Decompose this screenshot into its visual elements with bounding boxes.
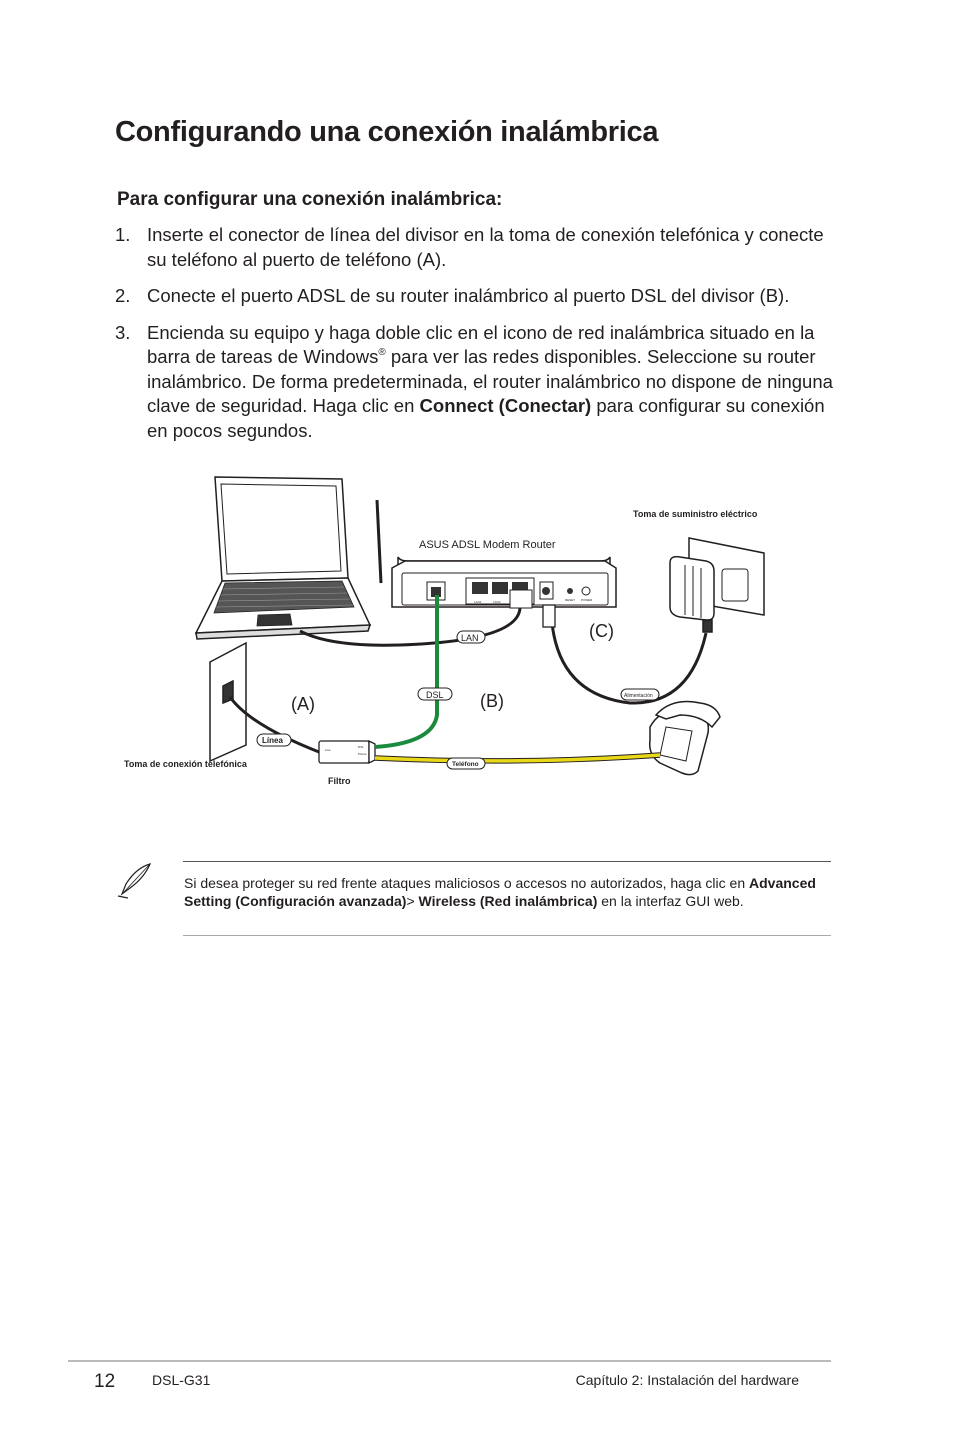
step-text: para ver las redes disponibles. Seleccione su router inalámbrico. De forma predeterminada, el router inalámbrico no dispone de ninguna clave de seguridad. Haga clic en bbox=[147, 346, 833, 416]
step-number: 3. bbox=[115, 321, 131, 343]
step-1 bbox=[115, 223, 835, 272]
step-2 bbox=[115, 284, 835, 309]
note-divider-bottom bbox=[183, 935, 831, 936]
wireless-label: Wireless (Red inalámbrica) bbox=[418, 893, 598, 909]
dsl-cable bbox=[375, 595, 437, 747]
line-tag: Línea bbox=[262, 736, 283, 745]
lan-tag: LAN bbox=[461, 633, 479, 643]
filter-port-dsl: DSL bbox=[358, 745, 364, 749]
note-text-part: en la interfaz GUI web. bbox=[597, 893, 744, 909]
note-divider-top bbox=[183, 861, 831, 862]
phone-tag: Teléfono bbox=[452, 761, 479, 768]
power-tag: Alimentación bbox=[624, 693, 653, 699]
step-text: Inserte el conector de línea del divisor en la toma de conexión telefónica y conecte su teléfono al puerto de teléfono (A). bbox=[147, 224, 824, 270]
note-separator: > bbox=[406, 893, 419, 909]
router-port-reset: RESET bbox=[565, 598, 576, 602]
step-text: Encienda su equipo y haga doble clic en el icono de red inalámbrica situado en la barra de tareas de Windows bbox=[147, 321, 815, 367]
advanced-setting-label: Advanced Setting (Configuración avanzada) bbox=[184, 875, 816, 909]
step-number: 2. bbox=[115, 285, 131, 306]
note-text bbox=[184, 874, 832, 910]
step-number: 1. bbox=[115, 224, 131, 245]
router-port-lan1: LAN1 bbox=[474, 600, 482, 604]
filter-port-line: Line bbox=[325, 748, 331, 752]
section-subheading: Para configurar una conexión inalámbrica: bbox=[117, 189, 503, 210]
filter-port-phone: Phone bbox=[358, 752, 367, 756]
power-outlet-illustration bbox=[670, 538, 764, 632]
phone-jack-label: Toma de conexión telefónica bbox=[124, 759, 247, 769]
telephone-illustration bbox=[650, 702, 720, 775]
step-text: para configurar su conexión en pocos segundos. bbox=[147, 395, 825, 441]
laptop-illustration bbox=[196, 477, 370, 639]
dsl-tag: DSL bbox=[426, 690, 444, 700]
power-outlet-label: Toma de suministro eléctrico bbox=[633, 509, 758, 519]
connect-label: Connect (Conectar) bbox=[419, 395, 592, 416]
chapter-name: Capítulo 2: Instalación del hardware bbox=[575, 1372, 799, 1388]
page-title: Configurando una conexión inalámbrica bbox=[115, 116, 659, 148]
router-port-power: POWER bbox=[581, 598, 593, 602]
phone-jack-illustration bbox=[210, 643, 246, 761]
router-label: ASUS ADSL Modem Router bbox=[419, 539, 556, 551]
instruction-steps bbox=[115, 223, 835, 455]
marker-a: (A) bbox=[291, 694, 315, 714]
note-text-part: Si desea proteger su red frente ataques maliciosos o accesos no autorizados, haga clic en bbox=[184, 875, 749, 891]
quill-pen-icon bbox=[116, 862, 154, 900]
router-port-lan2: LAN2 bbox=[493, 600, 501, 604]
step-text: Conecte el puerto ADSL de su router inalámbrico al puerto DSL del divisor (B). bbox=[147, 285, 790, 306]
router-illustration bbox=[377, 500, 616, 608]
footer-divider bbox=[68, 1360, 831, 1362]
marker-c: (C) bbox=[589, 621, 614, 641]
marker-b: (B) bbox=[480, 691, 504, 711]
model-name: DSL-G31 bbox=[152, 1372, 211, 1388]
connection-diagram bbox=[100, 465, 840, 805]
step-3 bbox=[115, 321, 835, 444]
filter-label: Filtro bbox=[328, 776, 351, 786]
page-number: 12 bbox=[94, 1371, 116, 1392]
registered-mark: ® bbox=[378, 347, 386, 358]
